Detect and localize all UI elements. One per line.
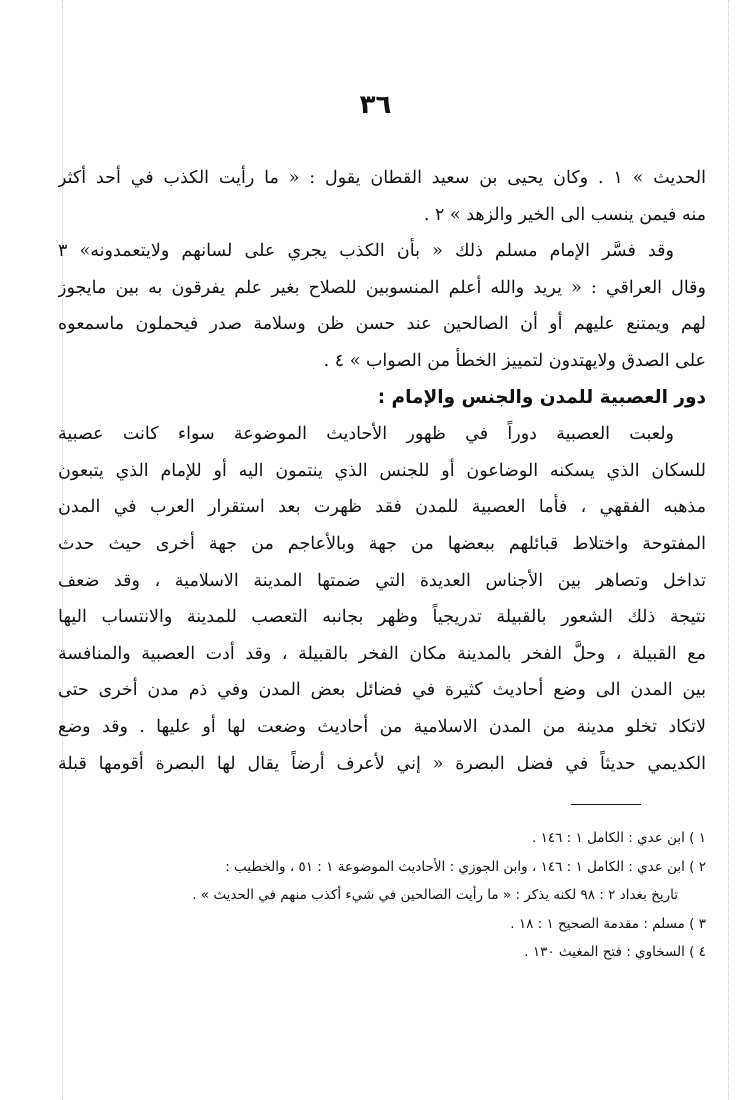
body-line: منه فيمن ينسب الى الخير والزهد » ٢ .: [423, 204, 706, 225]
body-line: وقد فسَّر الإمام مسلم ذلك « بأن الكذب يجري على لسانهم ولايتعمدونه» ٣: [58, 241, 674, 262]
footnote: ٤ ) السخاوي : فتح المغيث ١٣٠ .: [524, 944, 706, 960]
footnote: ١ ) ابن عدي : الكامل ١ : ١٤٦ .: [532, 830, 706, 846]
body-line: بين المدن الى وضع أحاديث كثيرة في فضائل بعض المدن وفي ذم مدن أخرى حتى: [58, 680, 706, 701]
footnote: ٢ ) ابن عدي : الكامل ١ : ١٤٦ ، وابن الجوزي : الأحاديث الموضوعة ١ : ٥١ ، والخطيب :: [225, 858, 706, 875]
body-line: المفتوحة واختلاط قبائلهم ببعضها من جهة وبالأعاجم من جهة أخرى حيث حدث: [58, 533, 706, 554]
body-line: تداخل وتصاهر بين الأجناس العديدة التي ضمتها المدينة الاسلامية ، وقد ضعف: [58, 570, 706, 591]
body-line: لاتكاد تخلو مدينة من المدن الاسلامية من أحاديث وضعت لها أو عليها . وقد وضع: [58, 716, 706, 737]
footnotes: [58, 824, 706, 967]
body-line: الكديمي حديثاً في فضل البصرة « إني لأعرف أرضاً يقال لها البصرة أقومها قبلة: [58, 753, 706, 774]
footnote-separator: [571, 804, 641, 805]
body-line: نتيجة ذلك الشعور بالقبيلة تدريجياً وظهر بجانبه التعصب للمدينة والانتساب اليها: [58, 607, 706, 628]
body-line: للسكان الذي يسكنه الوضاعون أو للجنس الذي ينتمون اليه أو للإمام الذي يتبعون: [58, 460, 706, 481]
body-line: وقال العراقي : « يريد والله أعلم المنسوبين للصلاح بغير علم يفرقون به بين مايجوز: [58, 277, 706, 298]
body-line: الحديث » ١ . وكان يحيى بن سعيد القطان يقول : « ما رأيت الكذب في أحد أكثر: [58, 168, 706, 188]
body-line: على الصدق ولايهتدون لتمييز الخطأ من الصواب » ٤ .: [323, 350, 706, 371]
body-line: لهم ويمتنع عليهم أو أن الصالحين عند حسن ظن وسلامة صدر فيحملون ماسمعوه: [58, 314, 706, 335]
body-text: [58, 160, 706, 782]
footnote-continuation: تاريخ بغداد ٢ : ٩٨ لكنه يذكر : « ما رأيت الصالحين في شيء أكذب منهم في الحديث » .: [192, 887, 678, 903]
scan-artifact-line: [728, 0, 729, 1100]
page-number: ٣٦: [359, 90, 392, 120]
body-line: مع القبيلة ، وحلَّ الفخر بالمدينة مكان الفخر بالقبيلة ، وقد أدت العصبية والمنافسة: [58, 643, 706, 664]
body-line: ولعبت العصبية دوراً في ظهور الأحاديث الموضوعة سواء كانت عصبية: [58, 424, 674, 445]
body-line: مذهبه الفقهي ، فأما العصبية للمدن فقد ظهرت بعد استقرار العرب في المدن: [58, 497, 706, 518]
section-heading: دور العصبية للمدن والجنس والإمام :: [377, 386, 706, 408]
footnote: ٣ ) مسلم : مقدمة الصحيح ١ : ١٨ .: [510, 915, 706, 932]
